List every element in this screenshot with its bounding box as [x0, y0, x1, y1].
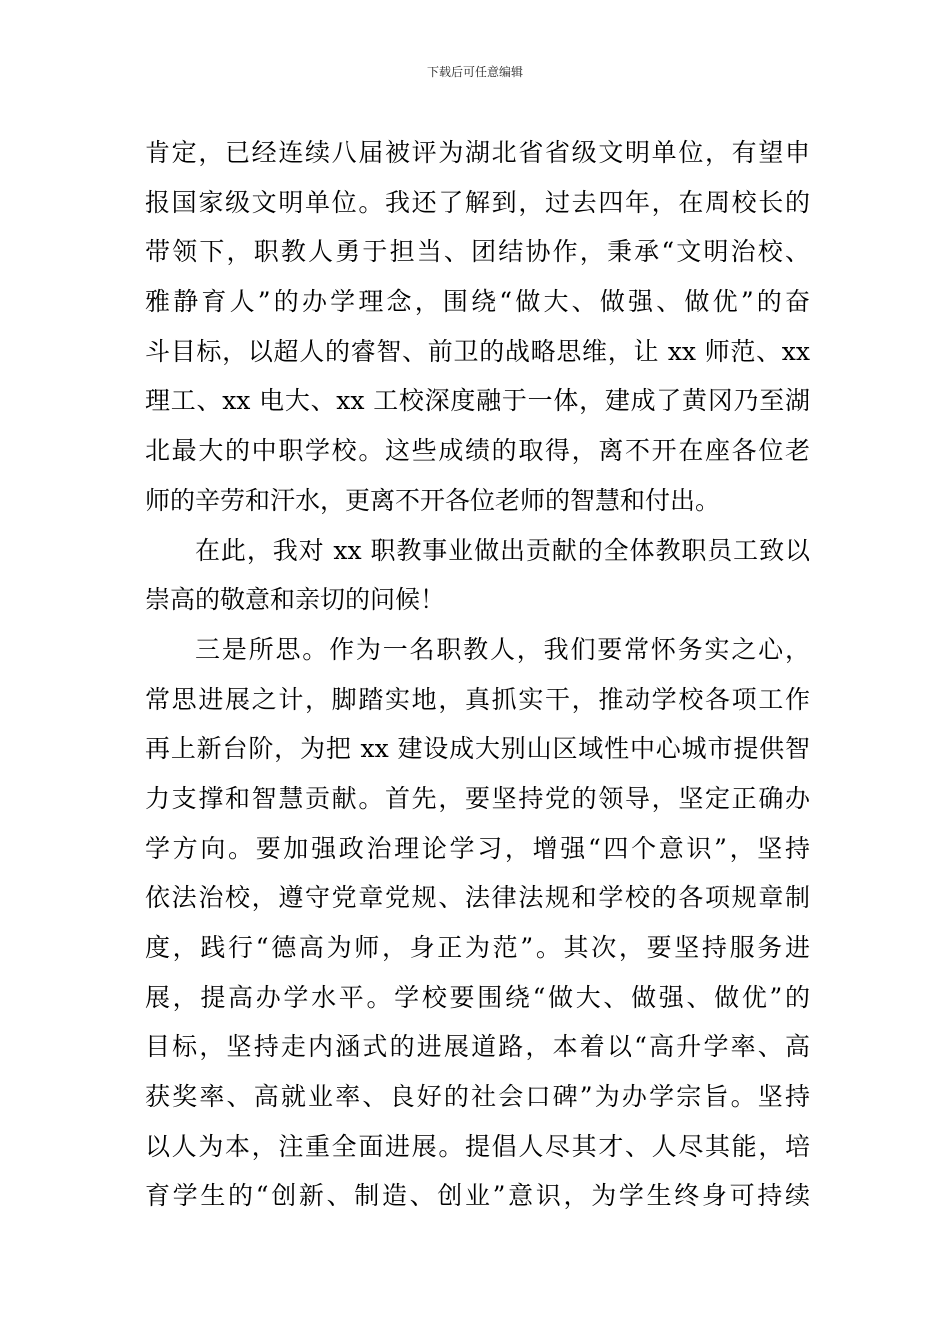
- text-line: 带领下，职教人勇于担当、团结协作，秉承“文明治校、: [145, 237, 810, 267]
- text-line: 北最大的中职学校。这些成绩的取得，离不开在座各位老: [145, 436, 810, 466]
- text-line: 度，践行“德高为师，身正为范”。其次，要坚持服务进: [145, 933, 810, 962]
- text-line: 目标，坚持走内涵式的进展道路，本着以“高升学率、高: [145, 1032, 810, 1062]
- text-line: 力支撑和智慧贡献。首先，要坚持党的领导，坚定正确办: [145, 783, 810, 813]
- text-line: 师的辛劳和汗水，更离不开各位老师的智慧和付出。: [145, 485, 721, 515]
- document-body: [145, 128, 810, 1221]
- text-line: 展，提高办学水平。学校要围绕“做大、做强、做优”的: [145, 982, 810, 1012]
- text-line: 三是所思。作为一名职教人，我们要常怀务实之心，: [195, 634, 810, 664]
- text-line: 学方向。要加强政治理论学习，增强“四个意识”，坚持: [145, 833, 810, 863]
- text-line: 理工、xx 电大、xx 工校深度融于一体，建成了黄冈乃至湖: [145, 386, 810, 416]
- page-header: 下载后可任意编辑: [426, 65, 523, 79]
- text-line: 肯定，已经连续八届被评为湖北省省级文明单位，有望申: [145, 138, 810, 167]
- text-line: 斗目标，以超人的睿智、前卫的战略思维，让 xx 师范、xx: [145, 336, 810, 366]
- text-line: 育学生的“创新、制造、创业”意识，为学生终身可持续: [145, 1181, 810, 1211]
- text-line: 再上新台阶，为把 xx 建设成大别山区域性中心城市提供智: [145, 734, 810, 764]
- text-line: 报国家级文明单位。我还了解到，过去四年，在周校长的: [145, 187, 810, 217]
- text-line: 获奖率、高就业率、良好的社会口碑”为办学宗旨。坚持: [145, 1082, 810, 1112]
- text-line: 崇高的敬意和亲切的问候！: [145, 585, 446, 615]
- text-line: 以人为本，注重全面进展。提倡人尽其才、人尽其能，培: [145, 1131, 810, 1161]
- text-line: 雅静育人”的办学理念，围绕“做大、做强、做优”的奋: [145, 287, 810, 317]
- text-line: 依法治校，遵守党章党规、法律法规和学校的各项规章制: [145, 883, 810, 913]
- text-line: 在此，我对 xx 职教事业做出贡献的全体教职员工致以: [195, 535, 810, 565]
- text-line: 常思进展之计，脚踏实地，真抓实干，推动学校各项工作: [145, 684, 810, 714]
